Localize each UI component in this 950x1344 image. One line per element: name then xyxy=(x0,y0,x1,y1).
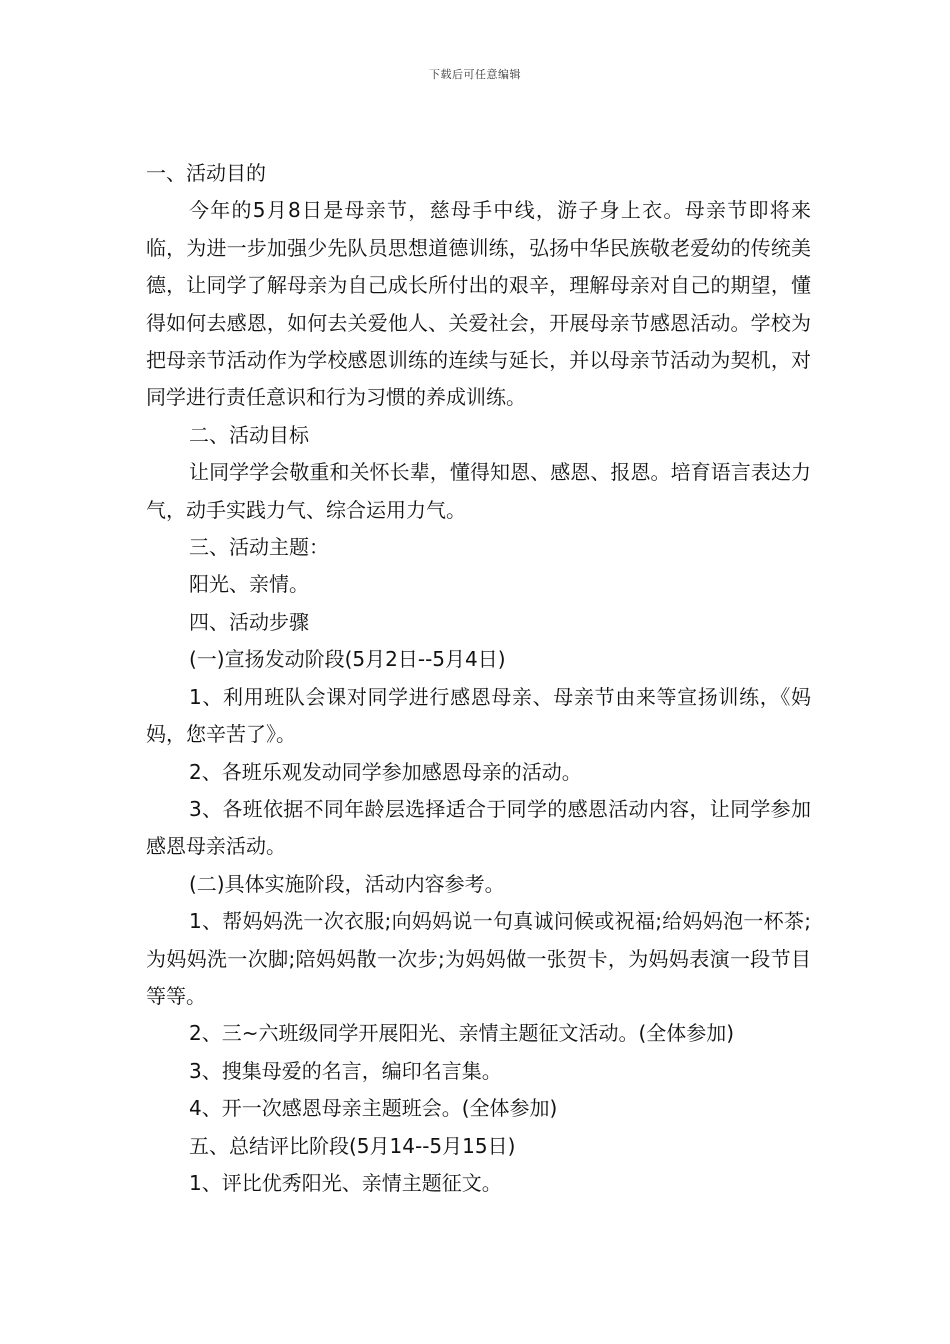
document-body xyxy=(146,155,811,1202)
list-item: 4、开一次感恩母亲主题班会。(全体参加) xyxy=(189,1096,558,1121)
list-item: 3、各班依据不同年龄层选择适合于同学的感恩活动内容，让同学参加感恩母亲活动。 xyxy=(146,796,811,859)
list-item: 1、帮妈妈洗一次衣服;向妈妈说一句真诚问候或祝福;给妈妈泡一杯茶;为妈妈洗一次脚;陪妈妈散一次步;为妈妈做一张贺卡，为妈妈表演一段节目等等。 xyxy=(146,909,811,1008)
list-item: 1、评比优秀阳光、亲情主题征文。 xyxy=(189,1170,502,1195)
list-item: 1、利用班队会课对同学进行感恩母亲、母亲节由来等宣扬训练，《妈妈，您辛苦了》。 xyxy=(146,684,811,747)
section-heading-theme: 三、活动主题： xyxy=(189,535,329,560)
section-heading-goals: 二、活动目标 xyxy=(189,422,309,447)
section-heading-steps: 四、活动步骤 xyxy=(189,609,309,634)
paragraph-theme-body: 阳光、亲情。 xyxy=(189,572,309,597)
subheading-implementation-stage: (二)具体实施阶段，活动内容参考。 xyxy=(189,871,505,896)
paragraph-goals-body: 让同学学会敬重和关怀长辈，懂得知恩、感恩、报恩。培育语言表达力气，动手实践力气、综合运用力气。 xyxy=(146,460,811,522)
list-item: 2、各班乐观发动同学参加感恩母亲的活动。 xyxy=(189,759,582,784)
list-item: 2、三~六班级同学开展阳光、亲情主题征文活动。(全体参加) xyxy=(189,1021,735,1046)
section-heading-summary: 五、总结评比阶段(5月14--5月15日) xyxy=(189,1133,516,1158)
paragraph-purpose-body: 今年的5月8日是母亲节，慈母手中线，游子身上衣。母亲节即将来临，为进一步加强少先队员思想道德训练，弘扬中华民族敬老爱幼的传统美德，让同学了解母亲为自己成长所付出的艰辛，理解母亲对自己的期望，懂得如何去感恩，如何去关爱他人、关爱社会，开展母亲节感恩活动。学校为把母亲节活动作为学校感恩训练的连续与延长，并以母亲节活动为契机，对同学进行责任意识和行为习惯的养成训练。 xyxy=(146,198,811,410)
list-item: 3、搜集母爱的名言，编印名言集。 xyxy=(189,1058,502,1083)
subheading-publicity-stage: (一)宣扬发动阶段(5月2日--5月4日) xyxy=(189,647,506,672)
section-heading-purpose: 一、活动目的 xyxy=(146,161,266,185)
page-header: 下载后可任意编辑 xyxy=(429,68,521,81)
